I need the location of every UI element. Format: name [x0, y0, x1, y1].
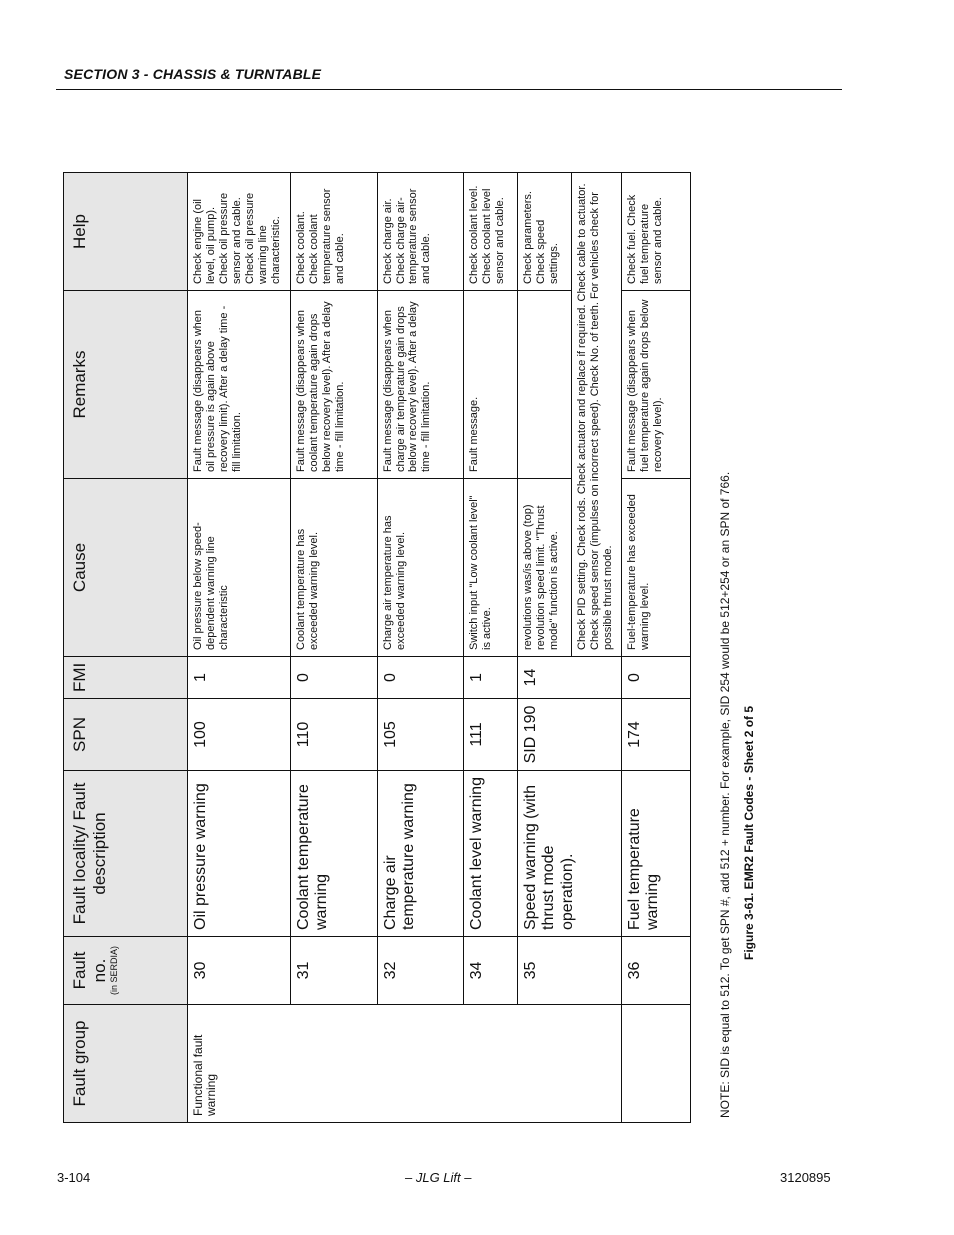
header-divider: [56, 89, 842, 90]
fault-desc: Coolant level warning: [464, 771, 518, 937]
figure-caption: Figure 3-61. EMR2 Fault Codes - Sheet 2 of 5: [742, 705, 756, 960]
spn-value: 111: [464, 699, 518, 771]
help-text: Check coolant. Check coolant temperature sensor and cable.: [290, 173, 377, 291]
col-header-no-sub: (in SERDIA): [109, 946, 120, 996]
col-header-group: Fault group: [64, 1005, 188, 1123]
fault-group-cell: Functional fault warning: [187, 1005, 621, 1123]
remarks-text: [517, 291, 572, 479]
help-text: Check charge air. Check charge air-temperature sensor and cable.: [377, 173, 464, 291]
help-text: Check fuel. Check fuel temperature sensor and cable.: [621, 173, 690, 291]
col-header-desc: Fault locality/ Fault description: [64, 771, 188, 937]
fmi-value: 1: [464, 657, 518, 699]
col-header-cause: Cause: [64, 479, 188, 657]
cause-text: Charge air temperature has exceeded warning level.: [377, 479, 464, 657]
cause-text: Oil pressure below speed-dependent warning line characteristic: [187, 479, 290, 657]
cause-text: Coolant temperature has exceeded warning level.: [290, 479, 377, 657]
merged-note-text: Check PID setting. Check rods. Check actuator and replace if required. Check cable to actuator. Check speed sensor (impulses on incorrect speed). Check No. of teeth. For vehicles check for possible thrust mode.: [572, 173, 621, 657]
spn-value: 105: [377, 699, 464, 771]
fmi-value: 1: [187, 657, 290, 699]
fault-no: 34: [464, 937, 518, 1005]
fault-codes-table: [63, 172, 691, 1123]
table-note: NOTE: SID is equal to 512. To get SPN #, add 512 + number. For example, SID 254 would be 512+254 or an SPN of 766.: [718, 471, 732, 1118]
fault-no: 30: [187, 937, 290, 1005]
col-header-remarks: Remarks: [64, 291, 188, 479]
cause-text: Fuel-temperature has exceeded warning level.: [621, 479, 690, 657]
spn-value: SID 190: [517, 699, 621, 771]
footer-brand: – JLG Lift –: [405, 1170, 472, 1185]
help-text: Check parameters. Check speed settings.: [517, 173, 572, 291]
col-header-fmi: FMI: [64, 657, 188, 699]
remarks-text: Fault message (disappears when fuel temperature again drops below recovery level).: [621, 291, 690, 479]
remarks-text: Fault message (disappears when oil pressure is again above recovery limit). After a delay time - fill limitation.: [187, 291, 290, 479]
fmi-value: 0: [377, 657, 464, 699]
table-row: [517, 173, 572, 1123]
fmi-value: 0: [621, 657, 690, 699]
fault-desc: Oil pressure warning: [187, 771, 290, 937]
remarks-text: Fault message (disappears when coolant temperature again drops below recovery level). After a delay time - fill limitation.: [290, 291, 377, 479]
cause-text: Switch input "Low coolant level" is active.: [464, 479, 518, 657]
help-text: Check engine (oil level, oil pump). Check oil pressure sensor and cable. Check oil pressure warning line characteristic.: [187, 173, 290, 291]
fault-no: 32: [377, 937, 464, 1005]
fault-no: 36: [621, 937, 690, 1005]
spn-value: 174: [621, 699, 690, 771]
cause-text: revolutions was/is above (top) revolution speed limit. "Thrust mode" function is active.: [517, 479, 572, 657]
col-header-help: Help: [64, 173, 188, 291]
fault-desc: Speed warning (with thrust mode operation).: [517, 771, 621, 937]
fault-group-empty: [621, 1005, 690, 1123]
table-row: [187, 173, 290, 1123]
document-number: 3120895: [780, 1170, 831, 1185]
section-title: SECTION 3 - CHASSIS & TURNTABLE: [64, 66, 322, 82]
help-text: Check coolant level. Check coolant level sensor and cable.: [464, 173, 518, 291]
fault-desc: Coolant temperature warning: [290, 771, 377, 937]
remarks-text: Fault message.: [464, 291, 518, 479]
fault-no: 35: [517, 937, 621, 1005]
fault-desc: Charge air temperature warning: [377, 771, 464, 937]
fmi-value: 14: [517, 657, 621, 699]
spn-value: 100: [187, 699, 290, 771]
col-header-spn: SPN: [64, 699, 188, 771]
fault-desc: Fuel temperature warning: [621, 771, 690, 937]
fault-table-rotated: [63, 173, 691, 1123]
table-header-row: [64, 173, 188, 1123]
remarks-text: Fault message (disappears when charge air temperature gain drops below recovery level). After a delay time - fill limitation.: [377, 291, 464, 479]
table-row: [377, 173, 464, 1123]
table-row: [290, 173, 377, 1123]
fmi-value: 0: [290, 657, 377, 699]
table-row: [621, 173, 690, 1123]
col-header-no: Fault no. (in SERDIA): [64, 937, 188, 1005]
fault-no: 31: [290, 937, 377, 1005]
spn-value: 110: [290, 699, 377, 771]
page-number: 3-104: [57, 1170, 91, 1185]
table-row: [464, 173, 518, 1123]
